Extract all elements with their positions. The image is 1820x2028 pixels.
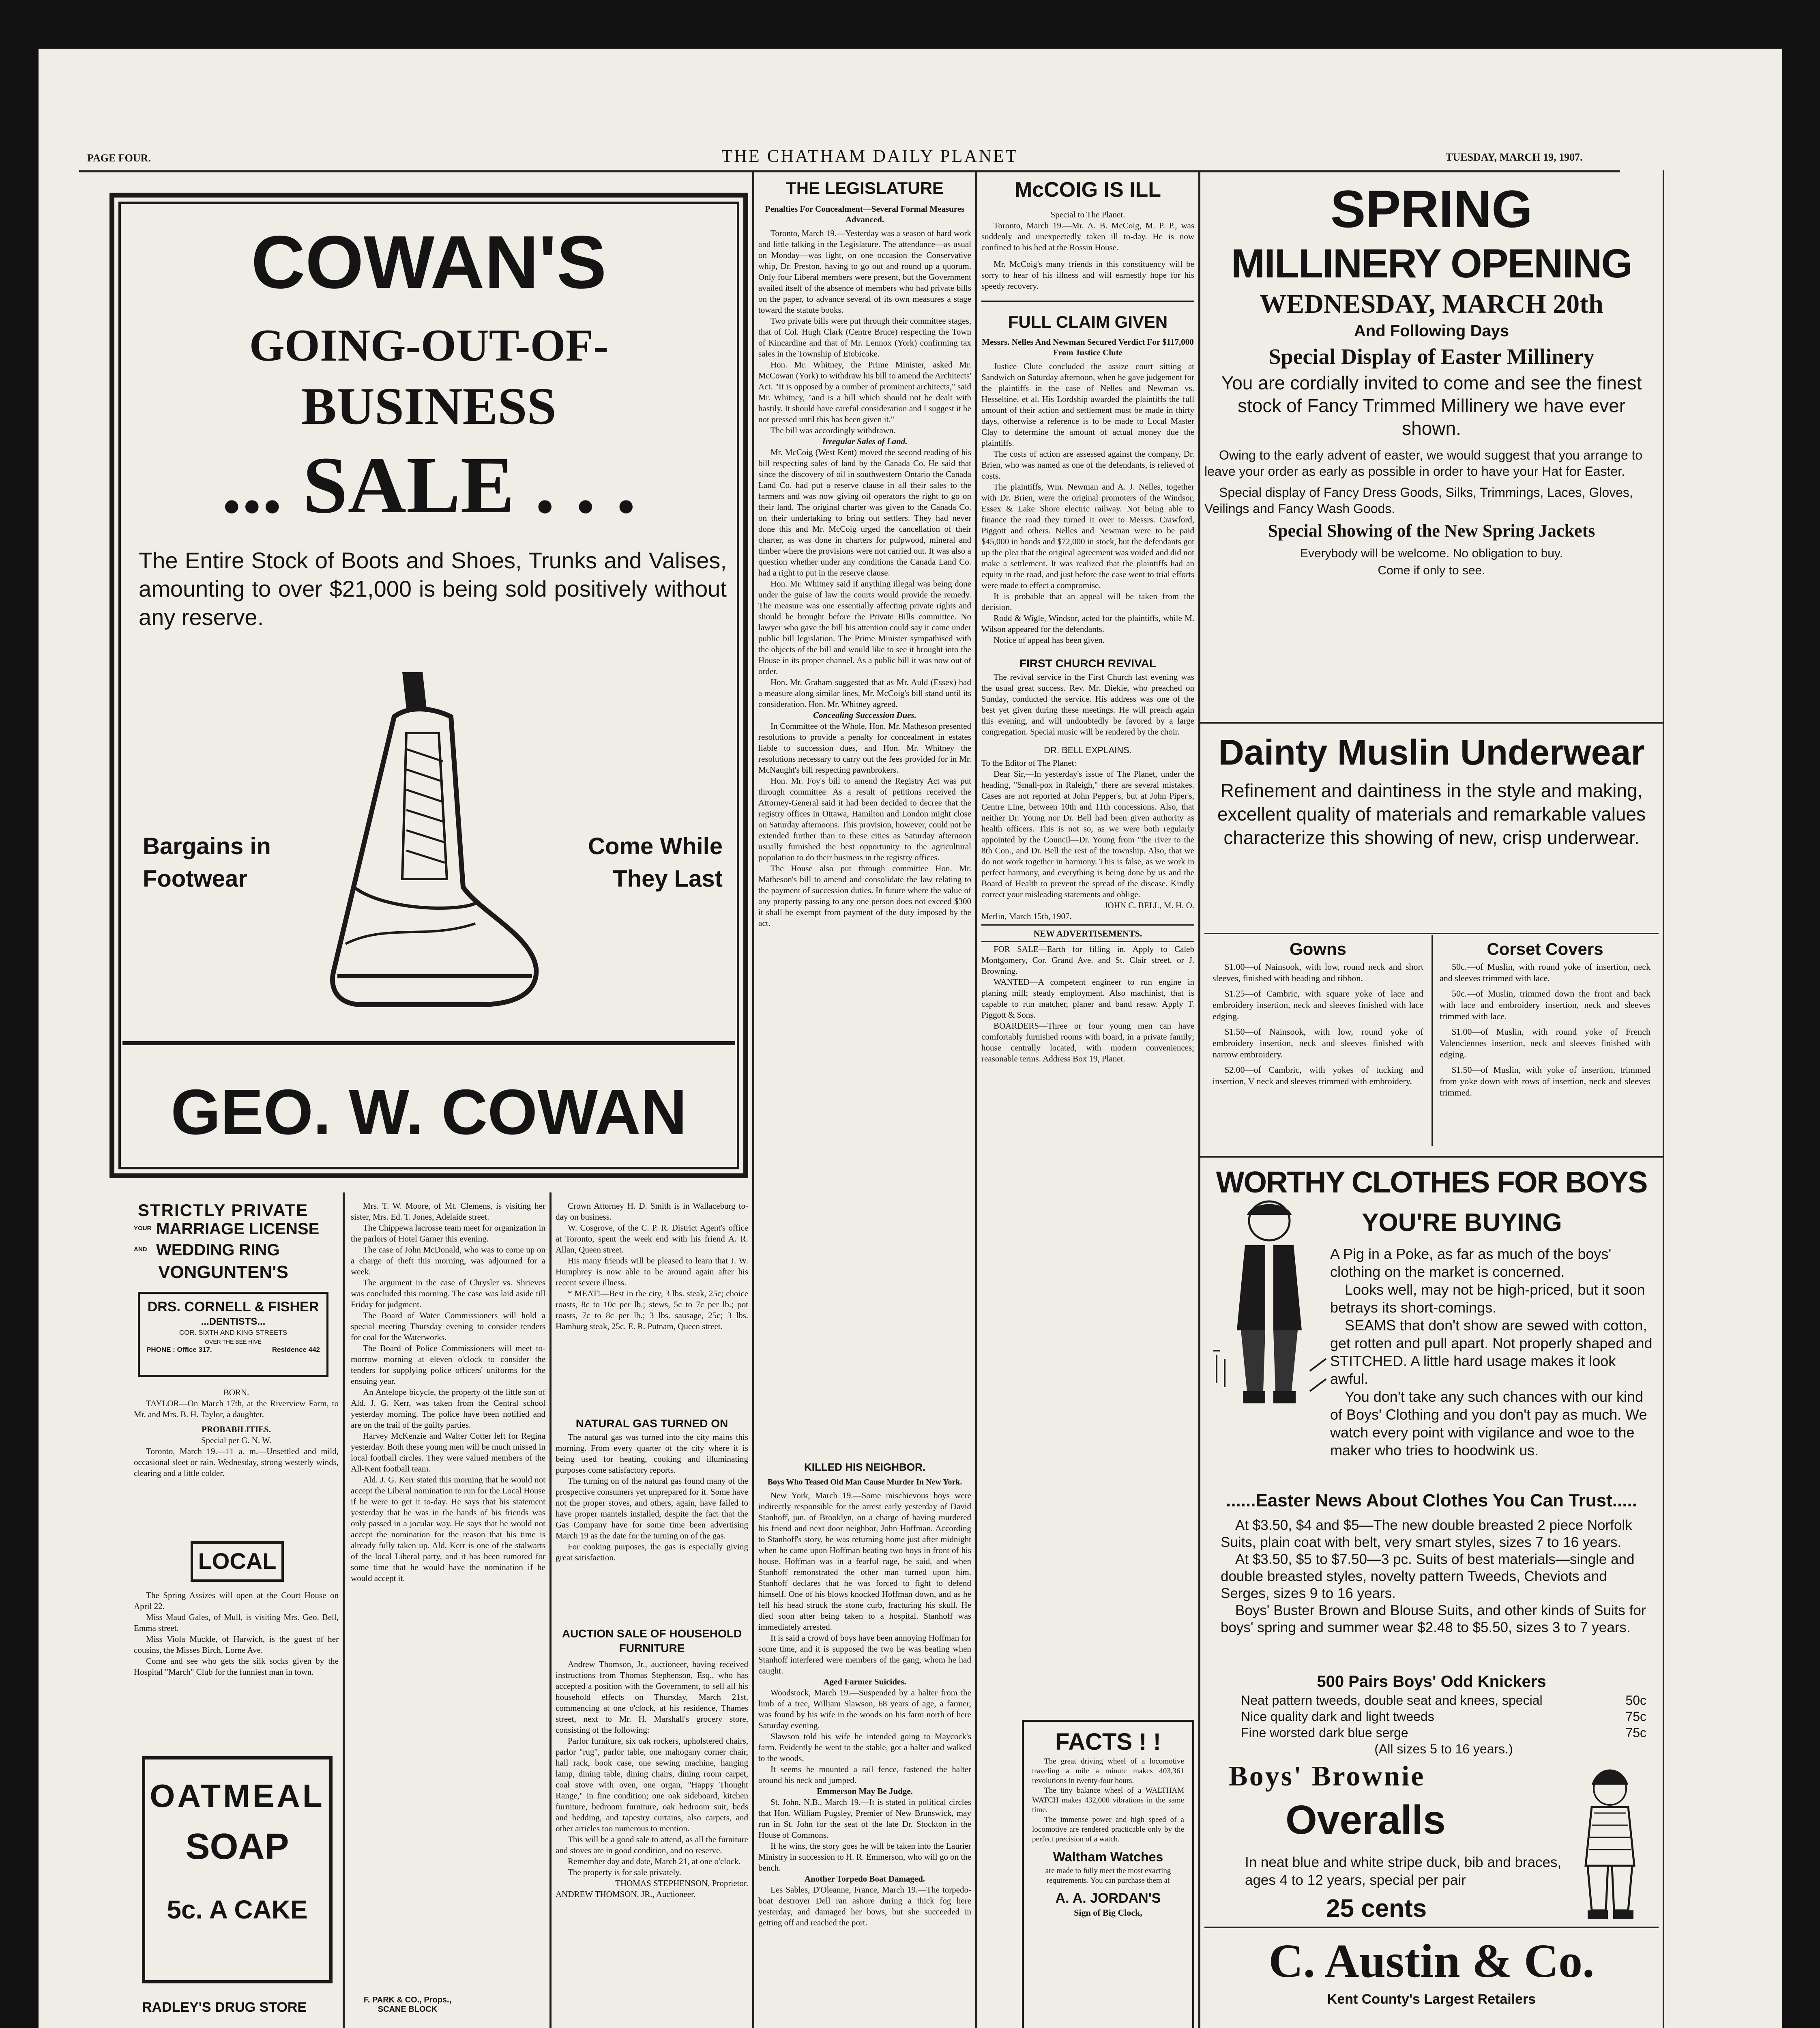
overalls-desc: In neat blue and white stripe duck, bib and braces, ages 4 to 12 years, special per pair — [1245, 1854, 1562, 1888]
gowns-heading: Gowns — [1289, 939, 1346, 958]
easter-display: Special Display of Easter Millinery — [1268, 344, 1595, 369]
jackets-showing: Special Showing of the New Spring Jackets — [1268, 521, 1595, 541]
auction-body — [556, 1659, 748, 1900]
cowan-sale: ... SALE . . . — [221, 440, 636, 530]
spring-title: SPRING — [1330, 179, 1533, 238]
paragraph: Hon. Mr. Graham suggested that as Mr. Auld (Essex) had a measure along similar lines, Mr. McCoig's bill stand until its consideration. Hon. Mr. Whitney agreed. — [758, 677, 971, 709]
bell-title: DR. BELL EXPLAINS. — [1044, 745, 1132, 755]
paragraph: SEAMS that don't show are sewed with cotton, get rotten and pull apart. Not properly shaped and STITCHED. A little hard usage makes it look awful. — [1330, 1317, 1653, 1387]
suit-offer: At $3.50, $5 to $7.50—3 pc. Suits of best materials—single and double breasted styles, novelty pattern Tweeds, Cheviots and Serges, sizes 9 to 16 years. — [1221, 1551, 1635, 1601]
suit-offer: At $3.50, $4 and $5—The new double breasted 2 piece Norfolk Suits, plain coat with belt, very smart styles, sizes 7 to 16 years. — [1221, 1517, 1632, 1550]
paragraph: Remember day and date, March 21, at one o'clock. — [568, 1856, 741, 1866]
dentists-label: ...DENTISTS... — [201, 1316, 266, 1327]
cowan-line3: BUSINESS — [301, 377, 556, 436]
muslin-intro: Refinement and daintiness in the style and making, excellent quality of materials and remarkable values characterize this showing of new, crisp underwear. — [1217, 780, 1646, 848]
dentists-address2: OVER THE BEE HIVE — [205, 1338, 262, 1345]
paragraph: It seems he mounted a rail fence, fastened the halter around his neck and jumped. — [758, 1764, 971, 1785]
local-items — [134, 1590, 339, 1678]
legislature-body — [758, 228, 971, 929]
knicker-price: 50c — [1625, 1693, 1646, 1708]
section-rule — [1200, 1156, 1663, 1158]
austin-name: C. Austin & Co. — [1268, 1934, 1595, 1987]
page-number: PAGE FOUR. — [87, 152, 151, 164]
subheading: Aged Farmer Suicides. — [823, 1677, 906, 1686]
cowan-name: GEO. W. COWAN — [171, 1076, 687, 1148]
paragraph: An Antelope bicycle, the property of the little son of Ald. J. G. Kerr, was taken from the Central school yesterday morning. The police have been notified and are on the trail of the guilty parties. — [351, 1387, 545, 1430]
overalls-boy-illustration — [1569, 1764, 1650, 1923]
paragraph: The property is for sale privately. — [568, 1867, 681, 1877]
muslin-title: Dainty Muslin Underwear — [1218, 732, 1645, 772]
cowan-right-text — [552, 830, 723, 895]
paragraph: This will be a good sale to attend, as all the furniture and stoves are in good condition, and no reserve. — [556, 1835, 748, 1855]
easter-news: ......Easter News About Clothes You Can Trust..... — [1226, 1491, 1637, 1510]
boys-title: WORTHY CLOTHES FOR BOYS — [1216, 1165, 1647, 1199]
revival-body — [981, 672, 1194, 737]
paragraph: For cooking purposes, the gas is especially giving great satisfaction. — [556, 1542, 748, 1562]
masthead-rule — [79, 170, 1620, 172]
millinery-ad — [1204, 174, 1659, 718]
paragraph: TAYLOR—On March 17th, at the Riverview Farm, to Mr. and Mrs. B. H. Taylor, a daughter. — [134, 1399, 339, 1419]
boys-ad — [1204, 1160, 1659, 2028]
article-rule — [981, 941, 1194, 942]
gown-item: $1.25—of Cambric, with square yoke of lace and embroidery insertion, neck and sleeves finished with lace edging. — [1213, 988, 1423, 1021]
boy-figure-illustration — [1208, 1197, 1330, 1416]
gas-title: NATURAL GAS TURNED ON — [575, 1417, 728, 1430]
paragraph: Mr. McCoig's many friends in this constituency will be sorry to hear of his illness and will earnestly hope for his speedy recovery. — [981, 259, 1194, 291]
gas-article — [556, 1416, 748, 1618]
paragraph: St. John, N.B., March 19.—It is stated in political circles that Hon. William Pugsley, Premier of New Brunswick, may run in St. John for the seat of the late Dr. Stockton in the House of Commons. — [758, 1797, 971, 1840]
dentists-address: COR. SIXTH AND KING STREETS — [179, 1329, 288, 1336]
knicker-item: Nice quality dark and light tweeds — [1241, 1709, 1434, 1724]
paragraph: Andrew Thomson, Jr., auctioneer, having received instructions from Thomas Stephenson, Esq., who has accepted a position with the Government, to sell all his household effects on Thursday, March 21st, commencing at one o'clock, at his residence, Thames street, next to Mr. H. Marshall's grocery store, consisting of the following: — [556, 1659, 748, 1735]
dentists-name: DRS. CORNELL & FISHER — [147, 1299, 319, 1315]
paragraph: Come and see who gets the silk socks given by the Hospital "March" Club for the funniest man in town. — [134, 1656, 339, 1677]
paragraph: Crown Attorney H. D. Smith is in Wallaceburg to-day on business. — [556, 1201, 748, 1222]
paragraph: Dear Sir,—In yesterday's issue of The Planet, under the heading, "Small-pox in Raleigh," there are several mistakes. Cases are not reported at John Pepper's, but at John Piper's, Centre Line, between 10th and 11th concessions. Also, that neither Dr. Young nor Dr. Bell had been given authority as health officers. This is not so, as we were both regularly appointed by the Council—Dr. Young from "the river to the 8th Con., and Dr. Bell the rest of the township. Also, that we do not work together in harmony. This is false, as we work in perfect harmony, and everything is being done by us and the Board of Health to prevent the spread of the disease. Kindly correct your misleading statements and oblige. — [981, 769, 1194, 899]
paragraph: Rodd & Wigle, Windsor, acted for the plaintiffs, while M. Wilson appeared for the defendants. — [981, 613, 1194, 634]
newads-title: NEW ADVERTISEMENTS. — [1033, 928, 1142, 939]
auction-title: AUCTION SALE OF HOUSEHOLD FURNITURE — [562, 1627, 742, 1654]
waltham-brand: Waltham Watches — [1053, 1850, 1163, 1864]
column-rule — [975, 172, 977, 2028]
paragraph: The plaintiffs, Wm. Newman and A. J. Nelles, together with Dr. Brien, were the original promoters of the Windsor, Essex & Lake Shore electric railway. Not being able to finance the road they turned it over to Messrs. Crawford, Piggott and others. Nelles and Newman were to be paid $45,000 in bonds and $72,000 in stock, but the defendants got up the plea that the original agreement was voided and did not make a settlement. It was realized that the plaintiffs had an equity in the road, and just before the case went to trial efforts were made to effect a compromise. — [981, 482, 1194, 590]
subheading: Emmerson May Be Judge. — [817, 1786, 913, 1796]
neighbor-subtitle: Boys Who Teased Old Man Cause Murder In New York. — [767, 1478, 962, 1487]
newads-body — [981, 944, 1194, 1064]
vongunten-ad — [134, 1201, 339, 1286]
local-heading-box — [191, 1541, 284, 1582]
paragraph: In Committee of the Whole, Hon. Mr. Matheson presented resolutions to provide a penalty for concealment in estates liable to succession dues, and Hon. Mr. Whitney the resolutions necessary to carry out the fees provided for in Mr. McNaught's bill respecting pawnbrokers. — [758, 721, 971, 775]
come-text: Come if only to see. — [1378, 564, 1485, 577]
mccoig-column — [981, 174, 1194, 1594]
corsets-list — [1440, 937, 1650, 1098]
invitation: You are cordially invited to come and see the finest stock of Fancy Trimmed Millinery we have ever shown. — [1221, 372, 1642, 439]
paragraph: Toronto, March 19.—Yesterday was a season of hard work and little talking in the Legislature. The attendance—as usual on Monday—was light, on one occasion the Conservative whip, Dr. Preston, having to go out and round up a quorum. Only four Liberal members were present, but the Government availed itself of the absence of members who had private bills on the paper, to advance several of its own measures a stage toward the statute books. — [758, 228, 971, 315]
corset-item: $1.00—of Muslin, with round yoke of French Valenciennes insertion, neck and sleeves finished with edging. — [1440, 1027, 1650, 1059]
bell-body — [981, 758, 1194, 922]
drug-store-block: SCANE BLOCK — [378, 2005, 438, 2014]
article-rule — [981, 301, 1194, 302]
drug-store-props — [347, 1996, 468, 2014]
cowan-divider — [122, 1041, 735, 1045]
paragraph: Harvey McKenzie and Walter Cotter left for Regina yesterday. Both these young men will be much missed in local football circles. They were valued members of the All-Kent football team. — [351, 1431, 545, 1474]
gown-item: $2.00—of Cambric, with yokes of tucking and insertion, V neck and sleeves trimmed with embroidery. — [1213, 1065, 1423, 1086]
paragraph: The great driving wheel of a locomotive traveling a mile a minute makes 403,361 revolutions in twenty-four hours. — [1032, 1757, 1184, 1785]
corset-item: 50c.—of Muslin, trimmed down the front and back with lace and embroidery insertion, neck and sleeves trimmed with lace. — [1440, 988, 1650, 1021]
knicker-item: Fine worsted dark blue serge — [1241, 1725, 1408, 1740]
paragraph: His many friends will be pleased to learn that J. W. Humphrey is now able to be around again after his recent severe illness. — [556, 1256, 748, 1287]
column-rule — [1432, 935, 1433, 1146]
paragraph: Notice of appeal has been given. — [994, 635, 1105, 645]
knickers-title: 500 Pairs Boys' Odd Knickers — [1317, 1673, 1546, 1691]
gowns-list — [1213, 937, 1423, 1087]
column-rule — [549, 1192, 552, 2028]
paragraph: Slawson told his wife he intended going to Maycock's farm. Evidently he went to the stable, got a halter and walked to the woods. — [758, 1732, 971, 1763]
paragraph: The Board of Water Commissioners will hold a special meeting Thursday evening to consider tenders for coal for the Waterworks. — [351, 1310, 545, 1342]
marriage-license: MARRIAGE LICENSE — [156, 1220, 320, 1238]
paragraph: Toronto, March 19.—Mr. A. B. McCoig, M. P. P., was suddenly and unexpectedly taken ill to-day. He is now confined to his bed at the Rossin House. — [981, 221, 1194, 252]
section-rule — [1200, 722, 1663, 724]
gas-body — [556, 1432, 748, 1563]
section-rule — [1204, 1927, 1659, 1928]
dentists-ad — [138, 1292, 328, 1377]
paragraph: Les Sables, D'Oleanne, France, March 19.—The torpedo-boat destroyer Dell ran ashore during a thick fog here yesterday, and damaged her bows, but she succeeded in getting off and reached the port. — [758, 1885, 971, 1927]
cowan-right-line2: They Last — [613, 866, 723, 892]
signature: THOMAS STEPHENSON, Proprietor. — [615, 1878, 748, 1888]
and-label: AND — [134, 1246, 147, 1253]
paragraph: The natural gas was turned into the city mains this morning. From every quarter of the city where it is being used for heating, cooking and illuminating purposes come satisfactory reports. — [556, 1432, 748, 1475]
paragraph: To the Editor of The Planet: — [981, 758, 1077, 768]
signature: JOHN C. BELL, M. H. O. — [1104, 900, 1194, 910]
mccoig-title: McCOIG IS ILL — [1014, 178, 1161, 202]
knicker-sizes: (All sizes 5 to 16 years.) — [1374, 1742, 1513, 1756]
classified-ad: WANTED—A competent engineer to run engine in planing mill; steady employment. Also machinist, that is capable to run matcher, planer and band resaw. Apply T. Piggott & Sons. — [981, 977, 1194, 1020]
section-rule — [1204, 933, 1659, 934]
neighbor-column — [758, 1460, 971, 2028]
local-heading: LOCAL — [198, 1548, 277, 1574]
paragraph: The Spring Assizes will open at the Court House on April 22. — [134, 1590, 339, 1611]
corset-item: $1.50—of Muslin, with yoke of insertion, trimmed from yoke down with rows of insertion, neck and sleeves trimmed. — [1440, 1065, 1650, 1098]
column-rule — [343, 1192, 345, 2028]
paragraph: Hon. Mr. Whitney said if anything illegal was being done under the guise of law the courts would provide the remedy. The measure was one essentially affecting private rights and should be brought before the Private Bills committee. No lawyer who gave the bill his attention could say it came under public bill legislation. The Prime Minister sympathised with the objects of the bill and would like to see it brought into the House in its proper channel. As a public bill it was now out of order. — [758, 579, 971, 676]
gown-item: $1.00—of Nainsook, with low, round neck and short sleeves, finished with beading and ribbon. — [1213, 962, 1423, 983]
paragraph: * MEAT!—Best in the city, 3 lbs. steak, 25c; choice roasts, 8c to 10c per lb.; stews, 5c to 7c per lb.; pot roasts, 7c to 8c per lb.; 3 lbs. sausage, 25c; 3 lbs. Hamburg steak, 25c. E. R. Putnam, Queen street. — [556, 1289, 748, 1331]
facts-title: FACTS ! ! — [1055, 1729, 1161, 1755]
welcome-text: Everybody will be welcome. No obligation to buy. — [1300, 547, 1563, 560]
born-heading: BORN. — [223, 1388, 249, 1397]
cowan-line2: GOING-OUT-OF- — [249, 320, 609, 371]
facts-body — [1032, 1757, 1184, 1844]
locals-column-2 — [556, 1201, 748, 1411]
dentists-residence: Residence 442 — [272, 1346, 320, 1353]
locals-column-1 — [351, 1201, 545, 1858]
revival-title: FIRST CHURCH REVIVAL — [1019, 657, 1157, 670]
knickers-list — [1241, 1692, 1646, 1757]
your-label: YOUR — [134, 1225, 152, 1232]
mccoig-body — [981, 209, 1194, 292]
cowan-ad — [109, 193, 748, 1178]
oatmeal-ad — [142, 1756, 333, 1983]
paragraph: Hon. Mr. Whitney, the Prime Minister, asked Mr. McCowan (York) to withdraw his bill to amend the Architects' Act. "It is opposed by a number of prominent architects," said Mr. Whitney, "and is a bill which should not be dealt with hastily. It should have careful consideration and I suggest it be not pressed until this has been given it." — [758, 360, 971, 424]
gowns-body — [1213, 961, 1423, 1087]
paragraph: Woodstock, March 19.—Suspended by a halter from the limb of a tree, William Slawson, 68 years of age, a farmer, was found by his wife in the woods on his farm north of here Saturday evening. — [758, 1688, 971, 1730]
paragraph: If he wins, the story goes he will be taken into the Laurier Ministry in succession to H. R. Emmerson, who will go on the bench. — [758, 1841, 971, 1873]
cowan-left-line1: Bargains in — [143, 833, 271, 859]
drug-store-name: RADLEY'S DRUG STORE — [142, 2000, 307, 2015]
paragraph: New York, March 19.—Some mischievous boys were indirectly responsible for the arrest early yesterday of David Stanhoff, jun. of Brooklyn, on a charge of having murdered his friend and next door neighbor, John Hoffman. According to Stanhoff's story, he was returning home just after midnight when he came upon Hoffman beating two boys in front of his house. Hoffman was in a fearful rage, he said, and when Stanhoff remonstrated the other man turned upon him. Stanhoff declares that he was forced to fight to defend himself. One of his blows knocked Hoffman down, and as he fell his head struck the stone curb, fracturing his skull. He died soon after being taken to a hospital. Stanhoff was immediately arrested. — [758, 1491, 971, 1632]
facts-tagline: are made to fully meet the most exacting requirements. You can purchase them at — [1045, 1867, 1171, 1885]
paragraph: The immense power and high speed of a locomotive are rendered practicable only by the perfect precision of a watch. — [1032, 1815, 1184, 1843]
gown-item: $1.50—of Nainsook, with low, round yoke of embroidery insertion, neck and sleeves finished with narrow embroidery. — [1213, 1027, 1423, 1059]
muslin-ad — [1204, 726, 1659, 1154]
auction-article — [556, 1626, 748, 2028]
legislature-title: THE LEGISLATURE — [786, 178, 944, 198]
corset-item: 50c.—of Muslin, with round yoke of insertion, neck and sleeves trimmed with lace. — [1440, 962, 1650, 983]
column-rule — [1198, 172, 1200, 2028]
probabilities-heading: PROBABILITIES. — [202, 1424, 271, 1434]
cowan-left-line2: Footwear — [143, 866, 247, 892]
paragraph: W. Cosgrove, of the C. P. R. District Agent's office at Toronto, spent the week end with his friend A. R. Allan, Queen street. — [556, 1223, 748, 1255]
legislature-article — [758, 174, 971, 1456]
early-order: Owing to the early advent of easter, we would suggest that you arrange to leave your order as early as possible in order to have your Hat for Easter. — [1204, 448, 1643, 479]
fullclaim-title: FULL CLAIM GIVEN — [1008, 312, 1168, 331]
fullclaim-body — [981, 361, 1194, 646]
facts-ad — [1022, 1720, 1194, 2028]
paragraph: Miss Maud Gales, of Mull, is visiting Mrs. Geo. Bell, Emma street. — [134, 1612, 339, 1633]
neighbor-body — [758, 1490, 971, 1928]
fullclaim-subtitle: Messrs. Nelles And Newman Secured Verdict For $117,000 From Justice Clute — [982, 337, 1194, 357]
drug-store-owner: F. PARK & CO., Props., — [363, 1996, 452, 2004]
cowan-body: The Entire Stock of Boots and Shoes, Trunks and Valises, amounting to over $21,000 is being sold positively without any reserve. — [139, 548, 727, 630]
soap-price: 5c. A CAKE — [167, 1895, 308, 1924]
paragraph: Hon. Mr. Foy's bill to amend the Registry Act was put through committee. As a result of petitions received the Attorney-General said it had been decided to decree that the registry offices in Ottawa, Hamilton and London might close on Saturday afternoons. This provision, however, could not be extended further than to these cities as Saturday afternoon usually furnished the best opportunity to the agricultural population to do their business in the registry offices. — [758, 776, 971, 862]
overalls-title: Overalls — [1286, 1797, 1446, 1843]
paragraph: The turning on of the natural gas found many of the prospective consumers yet unprepared for it. Some have not the proper stoves, and others, again, have failed to have proper mantels installed, despite the fact that the Gas Company have for some time been advertising March 19 as the date for the turning on of the gas. — [556, 1476, 748, 1540]
dateline: Special to The Planet. — [1050, 210, 1125, 219]
issue-date: TUESDAY, MARCH 19, 1907. — [1446, 151, 1583, 163]
column-rule — [752, 172, 754, 2028]
letter-date: Merlin, March 15th, 1907. — [981, 911, 1072, 921]
jordan-store: A. A. JORDAN'S — [1055, 1891, 1161, 1906]
paragraph: It is said a crowd of boys have been annoying Hoffman for some time, and it is supposed the two he was beating when Stanhoff interfered were members of the gang, whom he had caught. — [758, 1633, 971, 1676]
boot-illustration — [305, 660, 548, 1017]
neighbor-title: KILLED HIS NEIGHBOR. — [804, 1461, 925, 1473]
cowan-right-line1: Come While — [588, 833, 723, 859]
opening-date: WEDNESDAY, MARCH 20th — [1260, 289, 1603, 319]
paragraph: A Pig in a Poke, as far as much of the boys' clothing on the market is concerned. — [1330, 1246, 1612, 1280]
overalls-price: 25 cents — [1326, 1895, 1427, 1923]
boys-copy — [1330, 1245, 1655, 1459]
legislature-subtitle: Penalties For Concealment—Several Formal Measures Advanced. — [765, 204, 965, 224]
subheading: Concealing Succession Dues. — [813, 710, 916, 720]
paragraph: It is probable that an appeal will be taken from the decision. — [981, 591, 1194, 612]
knicker-price: 75c — [1625, 1725, 1646, 1740]
probabilities-sub: Special per G. N. W. — [201, 1435, 272, 1445]
signature: ANDREW THOMSON, JR., Auctioneer. — [556, 1889, 696, 1899]
page-edge-rule — [1663, 170, 1664, 2028]
paragraph: You don't take any such chances with our kind of Boys' Clothing and you don't pay as much. We watch every point with vigilance and woe to the maker who tries to hoodwink us. — [1330, 1388, 1647, 1459]
classified-ad: BOARDERS—Three or four young men can have comfortably furnished rooms with board, in a private family; house centrally located, with modern conveniences; reasonable terms. Address Box 19, Planet. — [981, 1021, 1194, 1063]
jordan-sign: Sign of Big Clock, — [1074, 1908, 1142, 1918]
corsets-heading: Corset Covers — [1487, 939, 1603, 958]
corsets-body — [1440, 961, 1650, 1098]
classified-ad: FOR SALE—Earth for filling in. Apply to Caleb Montgomery, Cor. Grand Ave. and St. Clair street, or J. Browning. — [981, 944, 1194, 976]
brownie-title: Boys' Brownie — [1229, 1761, 1425, 1792]
paragraph: Toronto, March 19.—11 a. m.—Unsettled and mild, occasional sleet or rain. Wednesday, strong westerly winds, clearing and a little colder. — [134, 1446, 339, 1478]
paragraph: The argument in the case of Chrysler vs. Shrieves was concluded this morning. The case was laid aside till Friday for judgment. — [351, 1278, 545, 1309]
knicker-item: Neat pattern tweeds, double seat and knees, special — [1241, 1693, 1543, 1708]
knicker-price: 75c — [1625, 1709, 1646, 1724]
millinery-title: MILLINERY OPENING — [1231, 241, 1632, 286]
paragraph: The bill was accordingly withdrawn. — [770, 425, 896, 435]
boys-subtitle: YOU'RE BUYING — [1362, 1209, 1562, 1237]
paragraph: Two private bills were put through their committee stages, that of Col. Hugh Clark (Centre Bruce) respecting the Town of Kincardine and that of Mr. Lennox (York) confirming tax sales in the Township of Etobicoke. — [758, 316, 971, 359]
oatmeal-title: OATMEAL — [150, 1778, 325, 1814]
austin-tagline: Kent County's Largest Retailers — [1327, 1991, 1536, 2007]
paragraph: Mr. McCoig (West Kent) moved the second reading of his bill respecting sales of land by the Canada Co. He said that since the discovery of oil in southwestern Ontario the Canada Land Co. had put a reserve clause in all their sales to the farmers and was now giving oil operators the right to go on their land. The original charter was given to the Canada Co. on their undertaking to bring out settlers. They had never done this and Mr. McCoig urged the cancellation of their charter, as was done in charters for pulpwood, mineral and timber where the provisions were not carried out. It was also a question whether under any conditions the Canada Land Co. had a right to put in the reserve clause. — [758, 447, 971, 578]
paragraph: Ald. J. G. Kerr stated this morning that he would not accept the Liberal nomination to run for the Local House if he were to get it to-day. He says that his statement yesterday that he was in the hands of his friends was only passed in a jocular way. He says that he would not accept the nomination for the reason that his time is already fully taken up. Ald. Kerr is one of the stalwarts of the local Liberal party, and it has been rumored for some time that he would have the nomination if he would accept it. — [351, 1475, 545, 1583]
paragraph: The tiny balance wheel of a WALTHAM WATCH makes 432,000 vibrations in the same time. — [1032, 1786, 1184, 1814]
dress-goods: Special display of Fancy Dress Goods, Silks, Trimmings, Laces, Gloves, Veilings and Fancy Wash Goods. — [1204, 485, 1633, 516]
suits-list — [1221, 1517, 1650, 1636]
paragraph: Parlor furniture, six oak rockers, upholstered chairs, parlor "rug", parlor table, one mahogany corner chair, hall rack, book case, one sewing machine, hanging lamp, dining table, dining chairs, dining room carpet, coal stove with oven, one organ, "Happy Thought Range," in fine condition; one oak sideboard, kitchen furniture, bedroom furniture, oak bedroom suit, beds and bedding, and tapestry curtains, also carpets, and other articles too numerous to mention. — [556, 1736, 748, 1833]
paragraph: The case of John McDonald, who was to come up on a charge of theft this morning, was adjourned for a week. — [351, 1245, 545, 1276]
paragraph: The House also put through committee Hon. Mr. Matheson's bill to amend and consolidate the law relating to the payment of succession duties. In future where the value of any property passing to any one person does not exceed $300 it shall be exempt from payment of the duty imposed by the act. — [758, 864, 971, 928]
masthead — [83, 144, 1612, 168]
paper-title: THE CHATHAM DAILY PLANET — [721, 146, 1018, 166]
paragraph: Mrs. T. W. Moore, of Mt. Clemens, is visiting her sister, Mrs. Ed. T. Jones, Adelaide street. — [351, 1201, 545, 1222]
paragraph: The Chippewa lacrosse team meet for organization in the parlors of Hotel Garner this evening. — [351, 1223, 545, 1244]
strictly-private: STRICTLY PRIVATE — [138, 1201, 309, 1220]
dentists-phone: PHONE : Office 317. — [146, 1346, 212, 1353]
paragraph: Miss Viola Muckle, of Harwich, is the guest of her cousins, the Misses Birch, Lorne Ave. — [134, 1634, 339, 1655]
suit-offer: Boys' Buster Brown and Blouse Suits, and other kinds of Suits for boys' spring and summer wear $2.48 to $5.50, sizes 3 to 7 years. — [1221, 1603, 1646, 1635]
cowan-title: COWAN'S — [251, 221, 607, 304]
wedding-ring: WEDDING RING — [156, 1241, 280, 1259]
paragraph: Justice Clute concluded the assize court sitting at Sandwich on Saturday afternoon, when he gave judgement for the plaintiffs in the case of Nelles and Newman vs. Hesseltine, et al. His Lordship awarded the plaintiffs the full amount of their action and settlement must be made in thirty days, otherwise a reference is to be made to Local Master Clay to determine the amount of actual money due the plaintiffs. — [981, 361, 1194, 448]
paragraph: The revival service in the First Church last evening was the usual great success. Rev. Mr. Diekie, who preached on Sunday, conducted the service. His address was one of the best yet given during these meetings. He will preach again this evening, and will undoubtedly be favored by a large congregation. Special music will be rendered by the choir. — [981, 672, 1194, 737]
soap-title: SOAP — [185, 1826, 289, 1867]
left-small-ads — [134, 1201, 339, 2028]
paragraph: The costs of action are assessed against the company, Dr. Brien, who was named as one of the defendants, is relieved of costs. — [981, 449, 1194, 481]
cowan-left-text — [143, 830, 271, 895]
paragraph: Looks well, may not be high-priced, but it soon betrays its short-comings. — [1330, 1281, 1645, 1316]
article-rule — [981, 924, 1194, 926]
subheading: Another Torpedo Boat Damaged. — [804, 1874, 925, 1884]
vongunten-name: VONGUNTEN'S — [158, 1262, 288, 1282]
born-notice — [134, 1387, 339, 1479]
paragraph: The Board of Police Commissioners will meet to-morrow morning at eleven o'clock to consider the tenders for supplying police officers' uniforms for the ensuing year. — [351, 1343, 545, 1386]
subheading: Irregular Sales of Land. — [822, 436, 908, 446]
following-days: And Following Days — [1354, 322, 1509, 340]
